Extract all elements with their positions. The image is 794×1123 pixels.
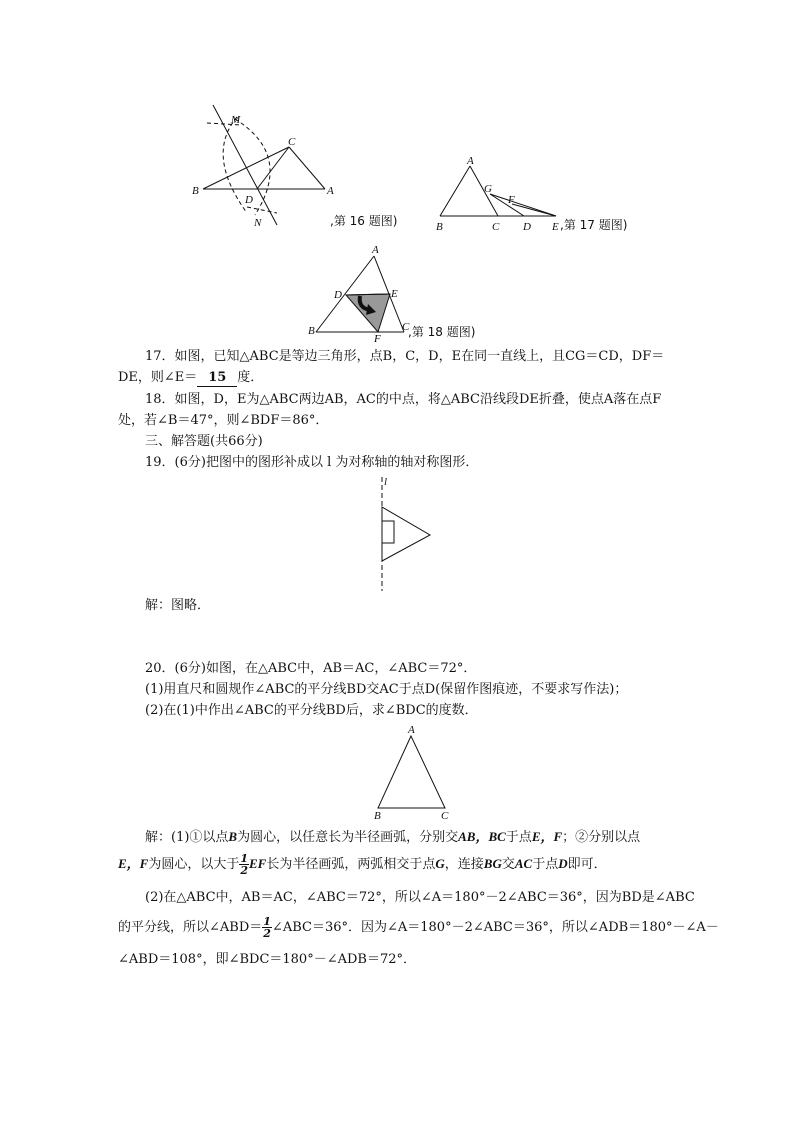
q17-line1: 17．如图，已知△ABC是等边三角形，点B，C，D，E在同一直线上，且CG＝CD，DF＝ [145,349,665,364]
solution-line2: E，F为圆心，以大于 $\frac{1}{2}$ EF长为半径画弧，两弧相交于点G，连接BG交AC于点D即可． [118,852,607,877]
q17-answer: 15 [197,369,237,387]
label-D: D [334,289,342,301]
fraction-half: $\frac{1}{2}$ [240,852,249,877]
label-A: A [467,155,474,167]
label-E: E [391,288,398,300]
q19-answer: 解：图略． [145,598,211,613]
label-C: C [402,321,410,333]
label-G: G [484,183,492,195]
label-C: C [441,810,449,822]
label-A: A [372,244,379,256]
q18-line1: 18．如图，D，E为△ABC两边AB，AC的中点，将△ABC沿线段DE折叠，使点A落在点F [145,392,662,407]
label-N: N [254,217,262,229]
label-F: F [374,333,381,345]
q17-line2: DE，则∠E＝ 15 度． [118,370,264,385]
q20-line2: (1)用直尺和圆规作∠ABC的平分线BD交AC于点D(保留作图痕迹，不要求写作法)； [145,682,628,697]
segment-cd [257,147,289,189]
figure-18 [300,240,500,345]
q19-text: 19．(6分)把图中的图形补成以 l 为对称轴的轴对称图形． [145,455,479,470]
figure-17 [432,150,652,240]
label-B: B [192,185,199,197]
fraction-half-2: $\frac{1}{2}$ [263,915,271,940]
section-heading: 三、解答题(共66分) [145,434,263,449]
caption-16: ,第 16 题图) [330,214,398,228]
label-C: C [288,136,296,148]
axis-label-l: l [384,476,388,488]
label-B: B [436,221,443,233]
figure-20 [365,722,465,822]
solution-line1: 解：(1)①以点B为圆心，以任意长为半径画弧，分别交AB，BC于点E，F；②分别以点 [145,829,641,845]
q20-line1: 20．(6分)如图，在△ABC中，AB＝AC，∠ABC＝72°． [145,661,477,676]
solution-line3: (2)在△ABC中，AB＝AC，∠ABC＝72°，所以∠A＝180°－2∠ABC＝36°，因为BD是∠ABC [145,890,695,905]
solution-line5: ∠ABD＝108°，即∠BDC＝180°－∠ADB＝72°． [118,952,416,967]
label-A: A [408,724,415,736]
caption-17: ,第 17 题图) [560,218,628,232]
figure-16 [185,95,425,235]
q20-line3: (2)在(1)中作出∠ABC的平分线BD后，求∠BDC的度数． [145,703,478,718]
label-C: C [492,221,500,233]
label-D: D [523,221,531,233]
label-A: A [327,185,334,197]
label-M: M [231,114,241,126]
label-E: E [552,221,559,233]
figure-19 [370,475,440,595]
label-D: D [245,194,253,206]
mn-line [213,105,277,225]
segment-bc [203,147,289,189]
caption-18: ,第 18 题图) [408,325,476,339]
label-B: B [308,325,315,337]
label-B: B [374,810,381,822]
label-F: F [508,194,515,206]
q18-line2: 处，若∠B＝47°，则∠BDF＝86°． [118,413,329,428]
solution-line4: 的平分线，所以∠ABD＝ $\frac{1}{2}$ ∠ABC＝36°．因为∠A＝180°－2∠ABC＝36°，所以∠ADB＝180°－∠A－ [118,915,719,940]
segment-ca [289,147,325,189]
